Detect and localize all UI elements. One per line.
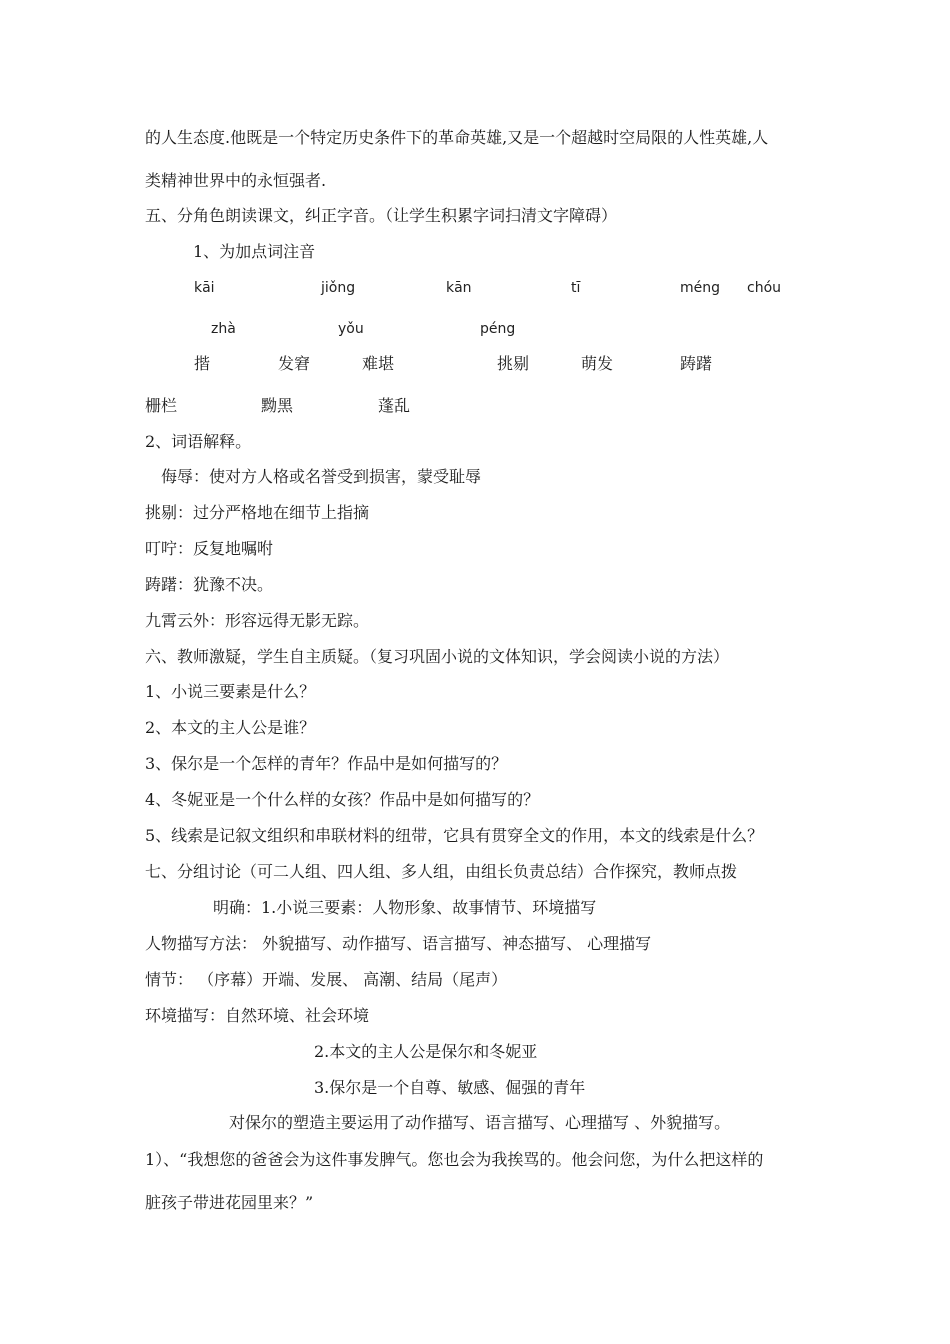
section-5-sub-1: 1、为加点词注音 [193,242,316,261]
section-5-heading: 五、分角色朗读课文，纠正字音。（让学生积累字词扫清文字障碍） [145,206,618,225]
vocab-word: 栅栏 [145,396,178,415]
section-7-heading: 七、分组讨论（可二人组、四人组、多人组，由组长负责总结）合作探究，教师点拨 [145,862,738,881]
definition-line: 挑剔：过分严格地在细节上指摘 [145,503,370,522]
pinyin: kāi [194,280,215,296]
quote-line-1: 1）、“我想您的爸爸会为这件事发脾气。您也会为我挨骂的。他会问您，为什么把这样的 [145,1150,764,1169]
definition-line: 侮辱：使对方人格或名誉受到损害，蒙受耻辱 [161,467,482,486]
pinyin: jiǒng [321,280,356,296]
vocab-word: 挑剔 [497,354,530,373]
pinyin: yǒu [338,321,364,337]
vocab-word: 发窘 [278,354,311,373]
pinyin: zhà [211,321,236,337]
section-5-sub-2: 2、词语解释。 [145,432,252,451]
pinyin: kān [446,280,472,296]
question-line: 4、冬妮亚是一个什么样的女孩？作品中是如何描写的？ [145,790,540,809]
pinyin: péng [480,321,516,337]
vocab-word: 难堪 [362,354,395,373]
vocab-word: 踌躇 [680,354,713,373]
quote-line-2: 脏孩子带进花园里来？” [145,1193,314,1212]
pinyin: tī [571,280,581,296]
plot-line: 情节： （序幕）开端、发展、 高潮、结局（尾声） [145,970,508,989]
question-line: 5、线索是记叙文组织和串联材料的纽带，它具有贯穿全文的作用，本文的线索是什么？ [145,826,764,845]
shaping-line: 对保尔的塑造主要运用了动作描写、语言描写、心理描写 、外貌描写。 [229,1113,731,1132]
question-line: 2、本文的主人公是谁？ [145,718,316,737]
clarify-line: 明确：1.小说三要素：人物形象、故事情节、环境描写 [213,898,597,917]
intro-line-1: 的人生态度.他既是一个特定历史条件下的革命英雄,又是一个超越时空局限的人性英雄,人 [145,128,769,147]
pinyin: méng [680,280,721,296]
vocab-word: 萌发 [581,354,614,373]
question-line: 1、小说三要素是什么？ [145,682,316,701]
pinyin: chóu [747,280,782,296]
vocab-word: 揩 [194,354,211,373]
vocab-word: 黝黑 [261,396,294,415]
intro-line-2: 类精神世界中的永恒强者. [145,171,327,190]
definition-line: 叮咛：反复地嘱咐 [145,539,274,558]
section-6-heading: 六、教师激疑，学生自主质疑。（复习巩固小说的文体知识，学会阅读小说的方法） [145,647,730,666]
vocab-word: 蓬乱 [378,396,411,415]
character-methods-line: 人物描写方法： 外貌描写、动作描写、语言描写、神态描写、 心理描写 [145,934,652,953]
environment-line: 环境描写：自然环境、社会环境 [145,1006,370,1025]
definition-line: 九霄云外：形容远得无影无踪。 [145,611,370,630]
definition-line: 踌躇：犹豫不决。 [145,575,274,594]
point-3-line: 3.保尔是一个自尊、敏感、倔强的青年 [314,1078,586,1097]
point-2-line: 2.本文的主人公是保尔和冬妮亚 [314,1042,538,1061]
question-line: 3、保尔是一个怎样的青年？作品中是如何描写的？ [145,754,508,773]
